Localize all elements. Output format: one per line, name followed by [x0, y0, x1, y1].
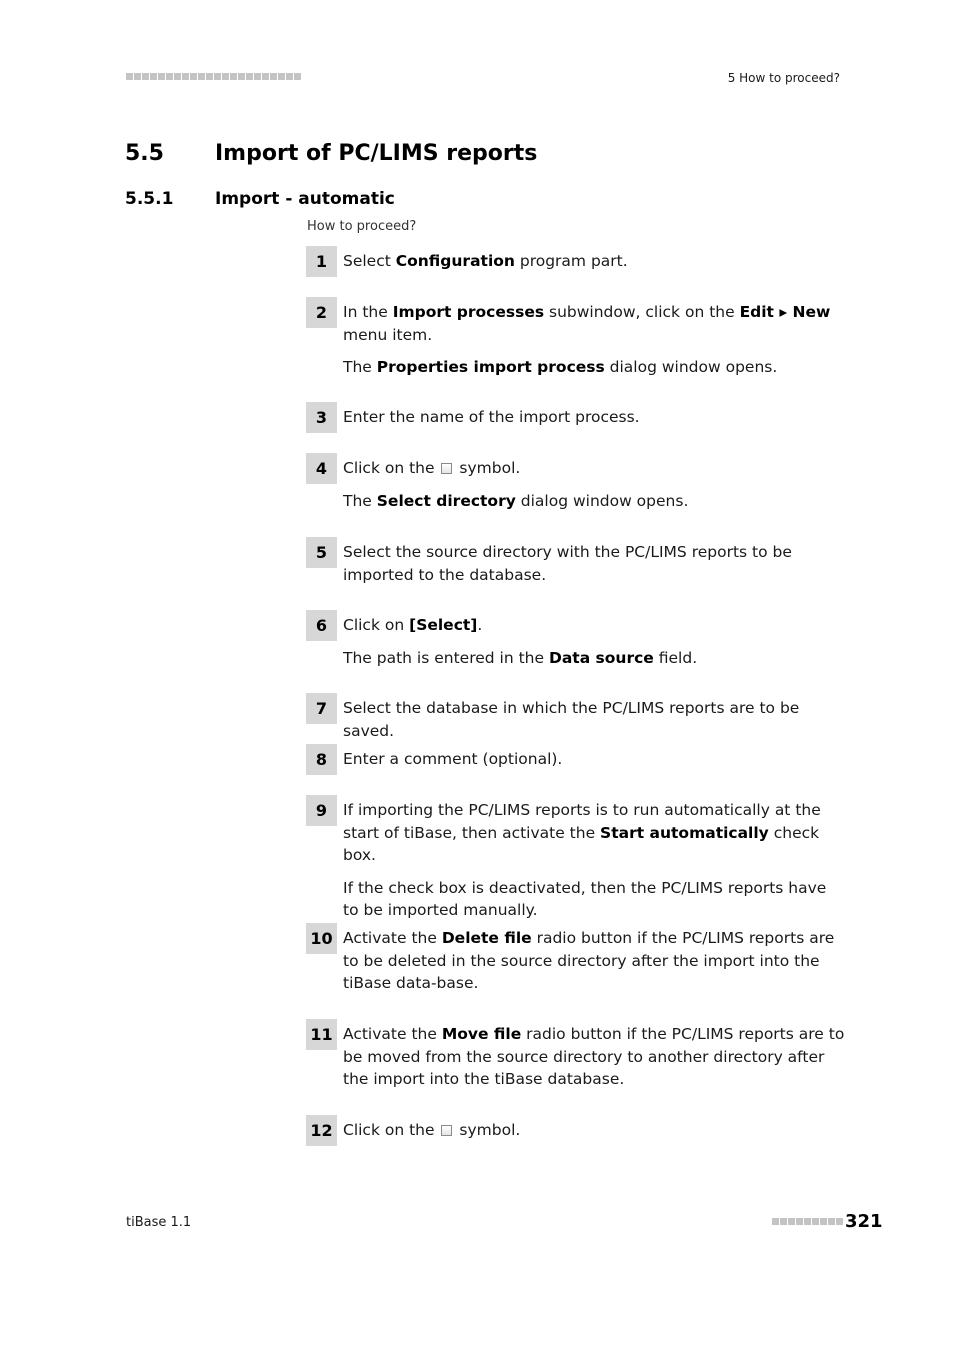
step-text-run: subwindow, click on the	[544, 303, 740, 321]
step-instruction	[343, 1119, 846, 1142]
header-decoration	[126, 73, 301, 80]
step-text-run: The path is entered in the	[343, 648, 549, 667]
ui-term: Delete file	[441, 929, 532, 947]
step-text-run: Select the database in which the PC/LIMS reports are to be saved.	[343, 699, 800, 740]
step-text-run: Select	[343, 252, 396, 270]
step-instruction	[343, 927, 846, 995]
ui-term: Select directory	[376, 491, 516, 510]
step-number-badge: 4	[306, 453, 337, 484]
ui-term: Edit ▸ New	[739, 303, 831, 321]
procedure-step	[306, 693, 846, 742]
step-instruction	[343, 1023, 846, 1091]
section-title: Import of PC/LIMS reports	[215, 141, 538, 166]
procedure-lead: How to proceed?	[307, 219, 417, 234]
step-text-run: dialog window opens.	[515, 491, 689, 510]
section-heading	[125, 141, 537, 166]
step-instruction	[343, 614, 846, 637]
subsection-heading	[125, 189, 395, 209]
step-result	[343, 356, 846, 379]
step-text-run: symbol.	[454, 459, 521, 477]
step-text-run: program part.	[514, 252, 628, 270]
step-body	[343, 610, 846, 669]
step-number-badge: 1	[306, 246, 337, 277]
step-text-run: The	[343, 491, 377, 510]
step-text-run: dialog window opens.	[604, 358, 778, 376]
subsection-number: 5.5.1	[125, 189, 174, 209]
step-text-run: In the	[343, 303, 393, 321]
step-body	[343, 1115, 846, 1142]
step-number-badge: 8	[306, 744, 337, 775]
step-number-badge: 11	[306, 1019, 337, 1050]
procedure-step	[306, 246, 846, 273]
step-text-run: radio button if the PC/LIMS reports are to be deleted in the source directory after the import into the tiBase data-base.	[343, 929, 835, 992]
step-body	[343, 795, 846, 922]
procedure-step	[306, 1115, 846, 1142]
step-body	[343, 453, 846, 512]
procedure-step	[306, 795, 846, 922]
ui-term: Import processes	[392, 303, 545, 321]
step-number-badge: 2	[306, 297, 337, 328]
ui-term: Start automatically	[600, 823, 769, 842]
procedure-step	[306, 1019, 846, 1091]
step-instruction	[343, 406, 846, 429]
step-instruction	[343, 301, 846, 346]
step-text-run: .	[477, 616, 483, 634]
procedure-step	[306, 744, 846, 771]
step-text-run: Select the source directory with the PC/LIMS reports to be imported to the database.	[343, 543, 792, 584]
procedure-step	[306, 402, 846, 429]
step-body	[343, 923, 846, 995]
step-body	[343, 537, 846, 586]
running-header: 5 How to proceed?	[727, 71, 840, 85]
procedure-step	[306, 610, 846, 669]
step-text-run: check box.	[343, 823, 820, 864]
step-number-badge: 7	[306, 693, 337, 724]
footer-decoration	[772, 1218, 843, 1225]
step-body	[343, 744, 846, 771]
step-text-run: symbol.	[454, 1121, 521, 1139]
step-text-run: Enter the name of the import process.	[343, 408, 640, 426]
ui-term: Data source	[548, 648, 654, 667]
section-number: 5.5	[125, 141, 164, 166]
step-text-run: field.	[653, 648, 698, 667]
step-body	[343, 246, 846, 273]
ui-term: [Select]	[409, 616, 478, 634]
procedure-step	[306, 453, 846, 512]
browse-symbol-icon	[441, 463, 452, 474]
step-number-badge: 12	[306, 1115, 337, 1146]
ui-term: Properties import process	[376, 358, 605, 376]
step-body	[343, 693, 846, 742]
step-number-badge: 9	[306, 795, 337, 826]
step-text-run: If importing the PC/LIMS reports is to run automatically at the start of tiBase, then activate the	[343, 801, 821, 842]
step-instruction	[343, 799, 846, 867]
step-text-run: radio button if the PC/LIMS reports are to be moved from the source directory to another directory after the import into the tiBase database.	[343, 1025, 845, 1088]
step-body	[343, 402, 846, 429]
procedure-step	[306, 297, 846, 379]
step-number-badge: 10	[306, 923, 337, 954]
step-text-run: The	[343, 358, 377, 376]
step-result	[343, 877, 846, 922]
save-symbol-icon	[441, 1125, 452, 1136]
ui-term: Configuration	[395, 252, 515, 270]
step-text-run: Click on the	[343, 1121, 440, 1139]
subsection-title: Import - automatic	[215, 189, 395, 209]
step-result	[343, 647, 846, 670]
step-text-run: Activate the	[343, 929, 442, 947]
step-instruction	[343, 748, 846, 771]
step-body	[343, 297, 846, 379]
step-number-badge: 5	[306, 537, 337, 568]
step-number-badge: 3	[306, 402, 337, 433]
step-instruction	[343, 250, 846, 273]
page-number: 321	[845, 1211, 883, 1232]
procedure-step	[306, 537, 846, 586]
step-text-run: Click on the	[343, 459, 440, 477]
procedure-step	[306, 923, 846, 995]
step-instruction	[343, 541, 846, 586]
step-text-run: menu item.	[343, 325, 433, 344]
ui-term: Move file	[441, 1025, 522, 1043]
step-instruction	[343, 457, 846, 480]
step-text-run: Click on	[343, 616, 410, 634]
step-result	[343, 490, 846, 513]
step-number-badge: 6	[306, 610, 337, 641]
step-instruction	[343, 697, 846, 742]
step-body	[343, 1019, 846, 1091]
step-text-run: Activate the	[343, 1025, 442, 1043]
step-text-run: Enter a comment (optional).	[343, 750, 563, 768]
footer-product: tiBase 1.1	[126, 1215, 192, 1230]
step-text-run: If the check box is deactivated, then the PC/LIMS reports have to be imported manually.	[343, 878, 827, 919]
